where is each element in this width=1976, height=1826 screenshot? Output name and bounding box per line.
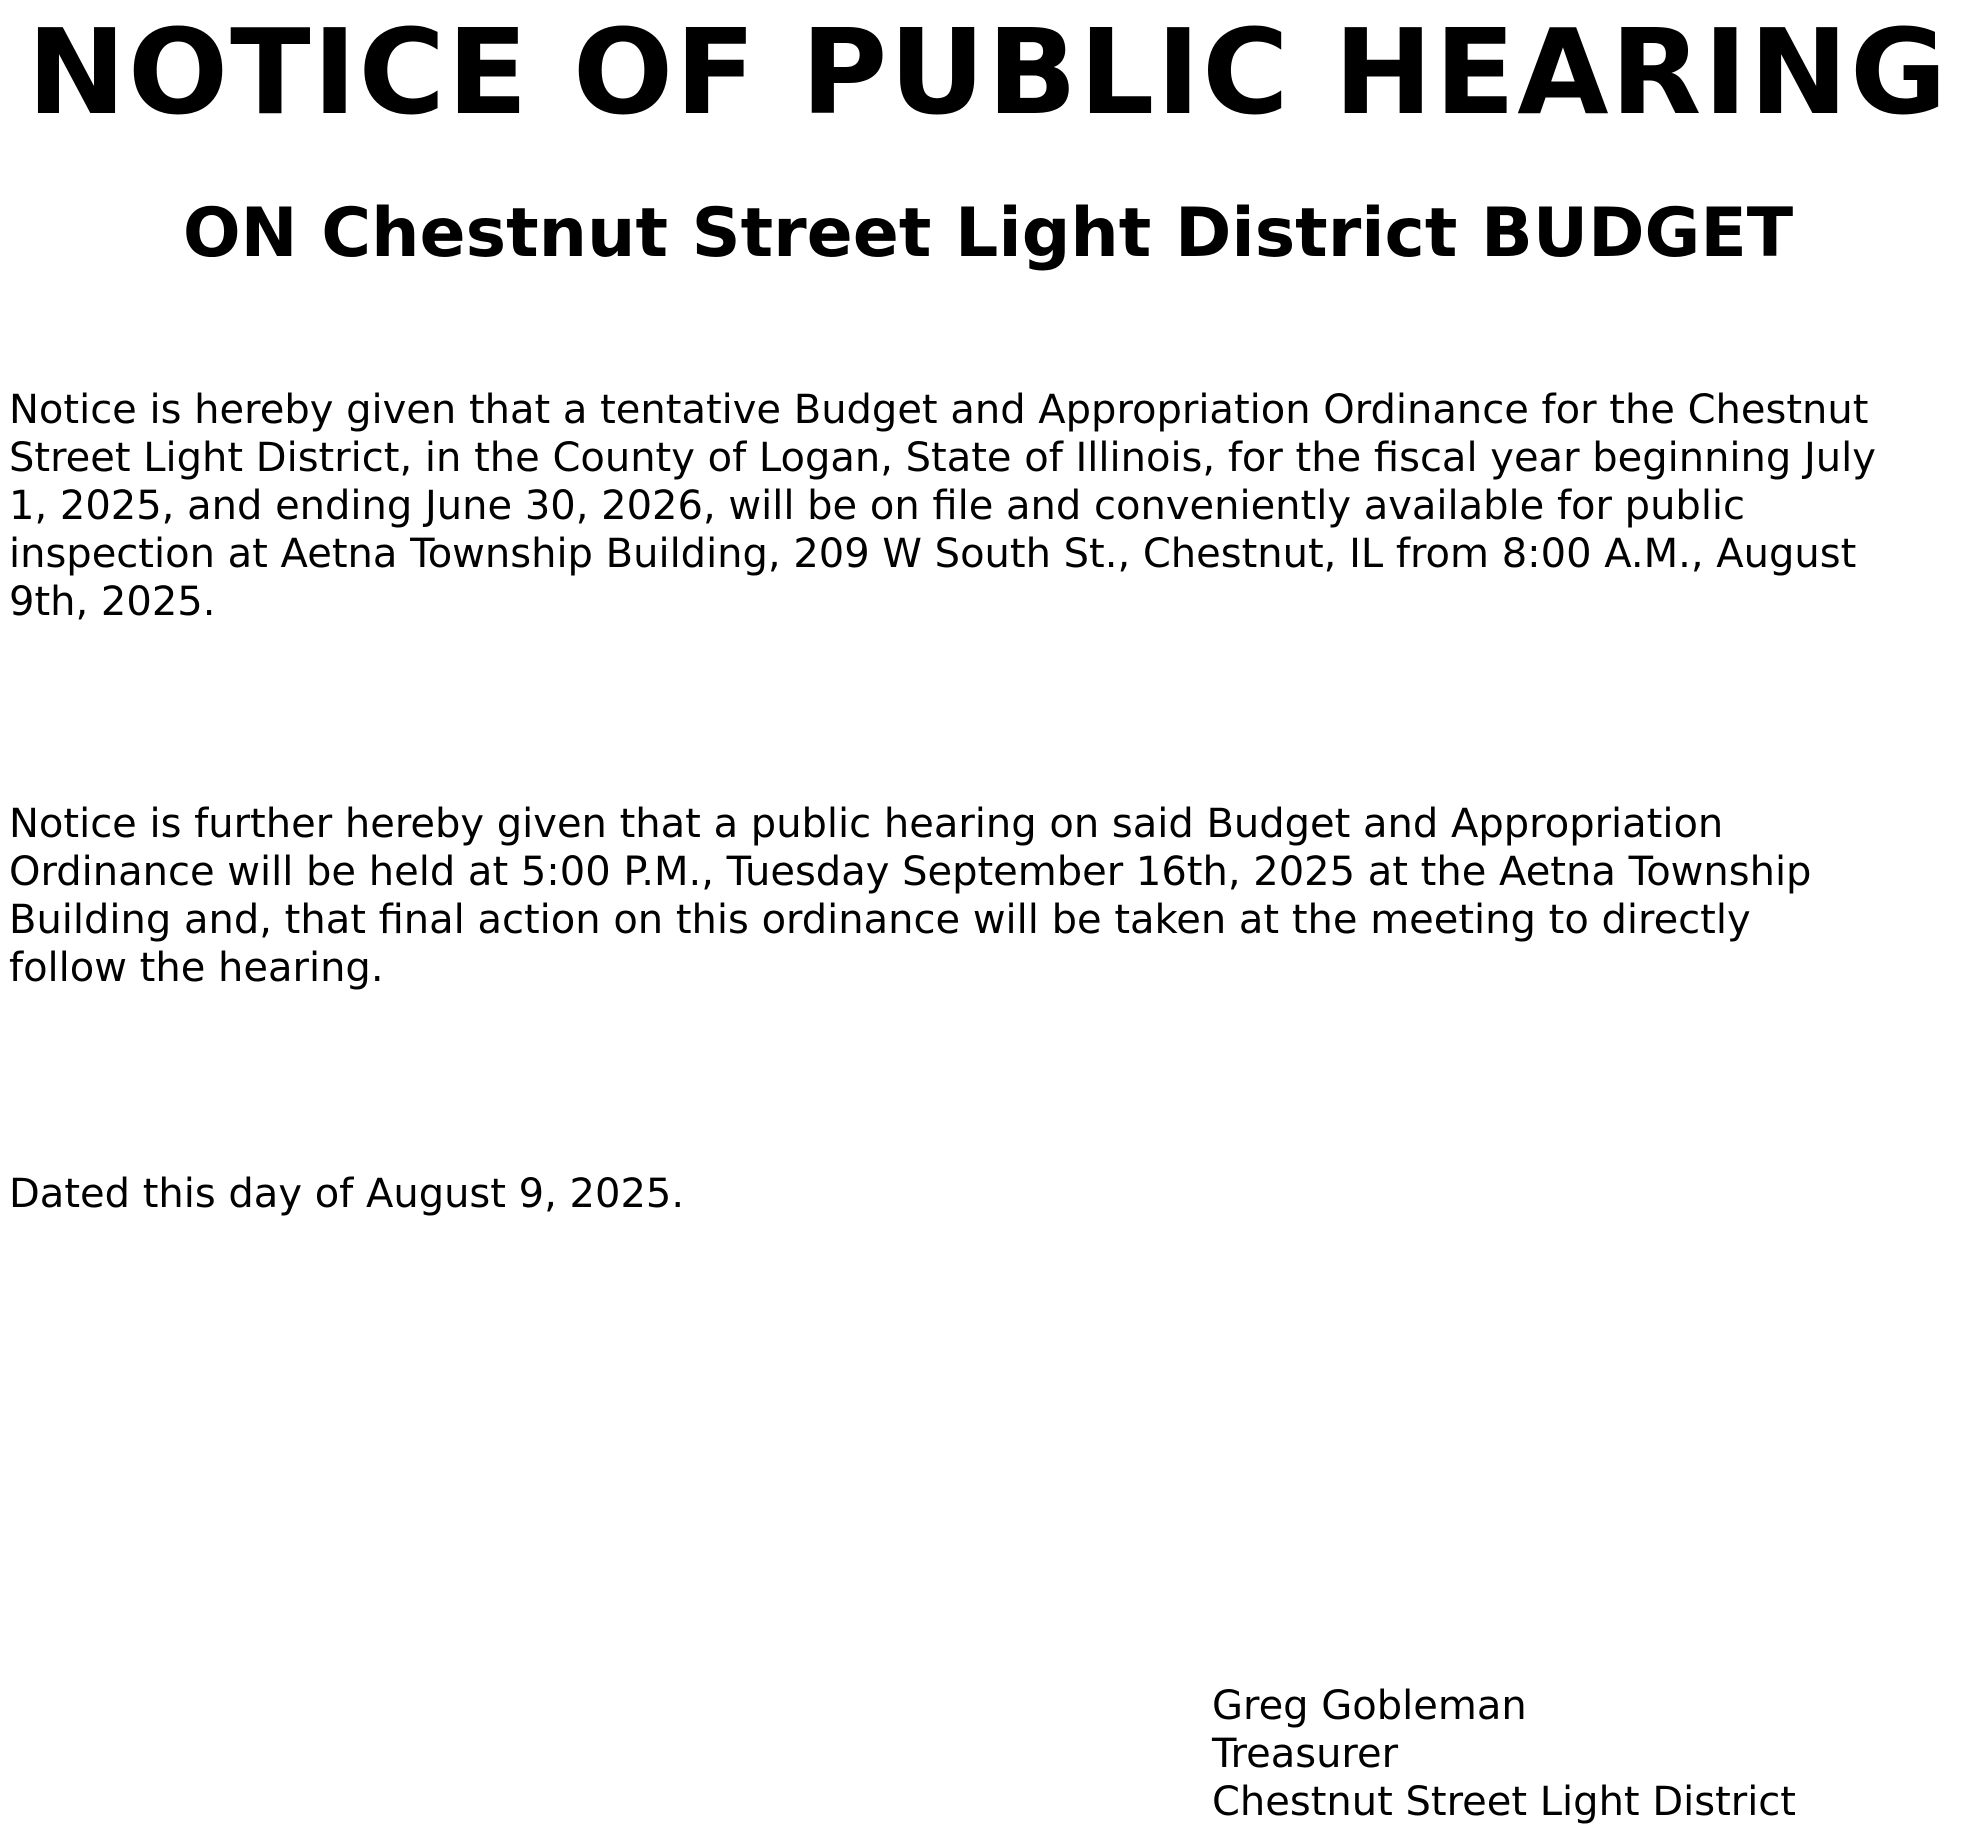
dated-line: Dated this day of August 9, 2025. [9, 1171, 685, 1217]
signature-block [1212, 1682, 1796, 1826]
notice-subtitle: ON Chestnut Street Light District BUDGET [182, 194, 1794, 273]
public-hearing-paragraph: Notice is further hereby given that a public hearing on said Budget and Appropriation Ordinance will be held at 5:00 P.M., Tuesday September 16th, 2025 at the Aetna Township Building and, that final action on this ordinance will be taken at the meeting to directly follow the hearing. [9, 801, 1812, 991]
signatory-position: Treasurer [1212, 1731, 1399, 1777]
signatory-name: Greg Gobleman [1212, 1683, 1527, 1729]
notice-title: NOTICE OF PUBLIC HEARING [27, 3, 1949, 141]
signatory-organization: Chestnut Street Light District [1212, 1779, 1796, 1825]
budget-inspection-paragraph: Notice is hereby given that a tentative Budget and Appropriation Ordinance for the Chestnut Street Light District, in the County of Logan, State of Illinois, for the fiscal year beginning July 1, 2025, and ending June 30, 2026, will be on file and conveniently available for public inspection at Aetna Township Building, 209 W South St., Chestnut, IL from 8:00 A.M., August 9th, 2025. [9, 387, 1876, 625]
